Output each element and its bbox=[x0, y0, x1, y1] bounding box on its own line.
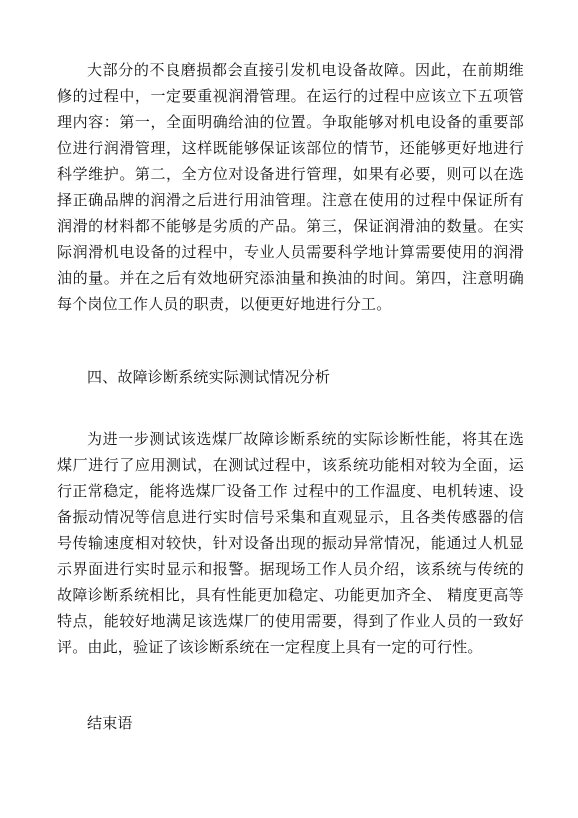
spacer bbox=[57, 390, 524, 426]
spacer bbox=[57, 660, 524, 710]
section-heading-test-analysis: 四、故障诊断系统实际测试情况分析 bbox=[87, 368, 331, 386]
spacer bbox=[57, 317, 524, 364]
paragraph-lubrication-management: 大部分的不良磨损都会直接引发机电设备故障。因此，在前期维修的过程中，一定要重视润滑管理。在运行的过程中应该立下五项管理内容：第一，全面明确给油的位置。争取能够对机电设备的重要部位进行润滑管理，这样既能够保证该部位的情节，还能够更好地进行科学维护。第二，全方位对设备进行管理，如果有必要，则可以在选择正确品牌的润滑之后进行用油管理。注意在使用的过程中保证所有润滑的材料都不能够是劣质的产品。第三，保证润滑油的数量。在实际润滑机电设备的过程中，专业人员需要科学地计算需要使用的润滑油的量。并在之后有效地研究添油量和换油的时间。第四，注意明确每个岗位工作人员的职责，以便更好地进行分工。 bbox=[57, 61, 524, 313]
section-heading-conclusion: 结束语 bbox=[87, 714, 133, 732]
paragraph-diagnosis-test: 为进一步测试该选煤厂故障诊断系统的实际诊断性能，将其在选煤厂进行了应用测试，在测试过程中，该系统功能相对较为全面，运行正常稳定，能将选煤厂设备工作 过程中的工作温度、电机转速、设备振动情况等信息进行实时信号采集和直观显示，且各类传感器的信号传输速度相对较快，针对设备出现的振动异常情况，能通过人机显示界面进行实时显示和报警。据现场工作人员介绍，该系统与传统的故障诊断系统相比，具有性能更加稳定、功能更加齐全、 精度更高等特点，能较好地满足该选煤厂的使用需要，得到了作业人员的一致好评。由此，验证了该诊断系统在一定程度上具有一定的可行性。 bbox=[57, 430, 524, 656]
